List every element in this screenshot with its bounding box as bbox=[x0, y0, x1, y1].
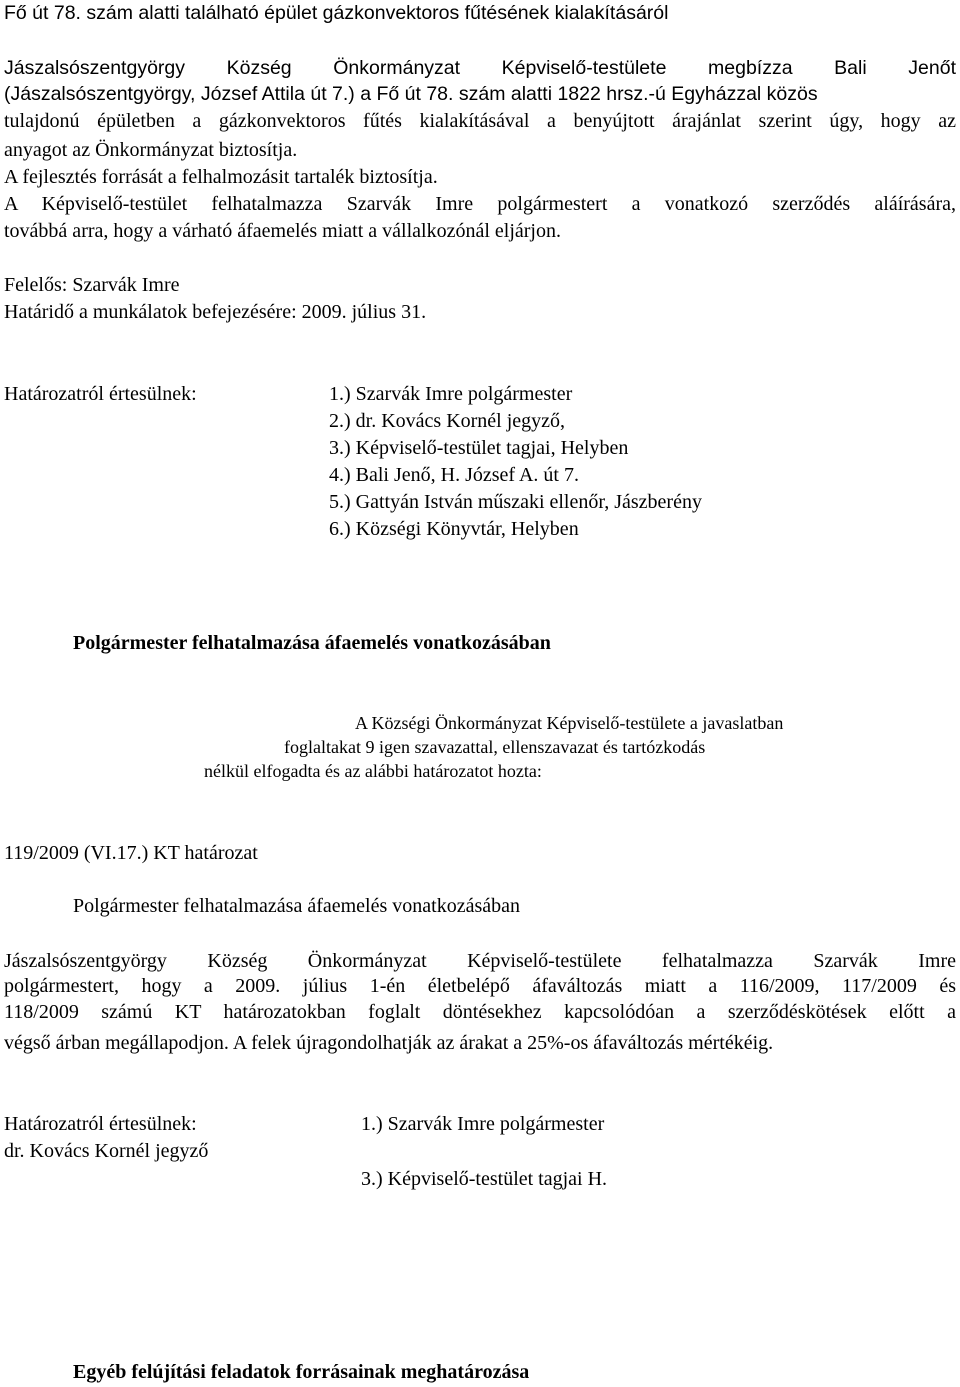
paragraph-line: 118/2009 számú KT határozatokban foglalt döntésekhez kapcsolódóan a szerződéskötések előtt a bbox=[4, 1001, 956, 1023]
responsible-line: Felelős: Szarvák Imre bbox=[4, 274, 180, 296]
list-item: 1.) Szarvák Imre polgármester bbox=[329, 383, 573, 405]
notified-label: Határozatról értesülnek: bbox=[4, 1113, 197, 1135]
paragraph-line: Jászalsószentgyörgy Község Önkormányzat Képviselő-testülete megbízza Bali Jenőt bbox=[4, 57, 956, 79]
section-heading: Polgármester felhatalmazása áfaemelés vonatkozásában bbox=[73, 632, 551, 654]
deadline-line: Határidő a munkálatok befejezésére: 2009. július 31. bbox=[4, 301, 427, 323]
paragraph-line: anyagot az Önkormányzat biztosítja. bbox=[4, 139, 298, 161]
list-item: 3.) Képviselő-testület tagjai, Helyben bbox=[329, 437, 629, 459]
paragraph-line: polgármestert, hogy a 2009. július 1-én életbelépő áfaváltozás miatt a 116/2009, 117/2009 és bbox=[4, 975, 956, 997]
section-title-line: Fő út 78. szám alatti található épület gázkonvektoros fűtésének kialakításáról bbox=[4, 2, 669, 24]
paragraph-line: végső árban megállapodjon. A felek újragondolhatják az árakat a 25%-os áfaváltozás mértékéig. bbox=[4, 1032, 774, 1054]
vote-line: nélkül elfogadta és az alábbi határozatot hozta: bbox=[204, 761, 542, 781]
list-item: 6.) Községi Könyvtár, Helyben bbox=[329, 518, 579, 540]
list-item: 5.) Gattyán István műszaki ellenőr, Jászberény bbox=[329, 491, 702, 513]
paragraph-line: (Jászalsószentgyörgy, József Attila út 7.) a Fő út 78. szám alatti 1822 hrsz.-ú Egyházzal közös bbox=[4, 83, 818, 105]
notified-label: Határozatról értesülnek: bbox=[4, 383, 197, 405]
list-item: 4.) Bali Jenő, H. József A. út 7. bbox=[329, 464, 579, 486]
paragraph-line: továbbá arra, hogy a várható áfaemelés miatt a vállalkozónál eljárjon. bbox=[4, 220, 561, 242]
paragraph-line: Jászalsószentgyörgy Község Önkormányzat Képviselő-testülete felhatalmazza Szarvák Imre bbox=[4, 950, 956, 972]
resolution-title: Polgármester felhatalmazása áfaemelés vonatkozásában bbox=[73, 895, 521, 917]
paragraph-line: A Képviselő-testület felhatalmazza Szarvák Imre polgármestert a vonatkozó szerződés aláírására, bbox=[4, 193, 956, 215]
notified-item: dr. Kovács Kornél jegyző bbox=[4, 1140, 209, 1162]
resolution-number: 119/2009 (VI.17.) KT határozat bbox=[4, 842, 258, 864]
notified-list bbox=[329, 381, 702, 543]
notified-item: 1.) Szarvák Imre polgármester bbox=[361, 1113, 605, 1135]
vote-line: A Községi Önkormányzat Képviselő-testülete a javaslatban bbox=[355, 713, 784, 733]
paragraph-line: tulajdonú épületben a gázkonvektoros fűtés kialakításával a benyújtott árajánlat szerint úgy, hogy az bbox=[4, 110, 956, 132]
section-heading: Egyéb felújítási feladatok forrásainak meghatározása bbox=[73, 1361, 530, 1383]
notified-item: 3.) Képviselő-testület tagjai H. bbox=[361, 1168, 608, 1190]
vote-line: foglaltakat 9 igen szavazattal, ellenszavazat és tartózkodás bbox=[284, 737, 706, 757]
list-item: 2.) dr. Kovács Kornél jegyző, bbox=[329, 410, 566, 432]
funding-line: A fejlesztés forrását a felhalmozásit tartalék biztosítja. bbox=[4, 166, 438, 188]
